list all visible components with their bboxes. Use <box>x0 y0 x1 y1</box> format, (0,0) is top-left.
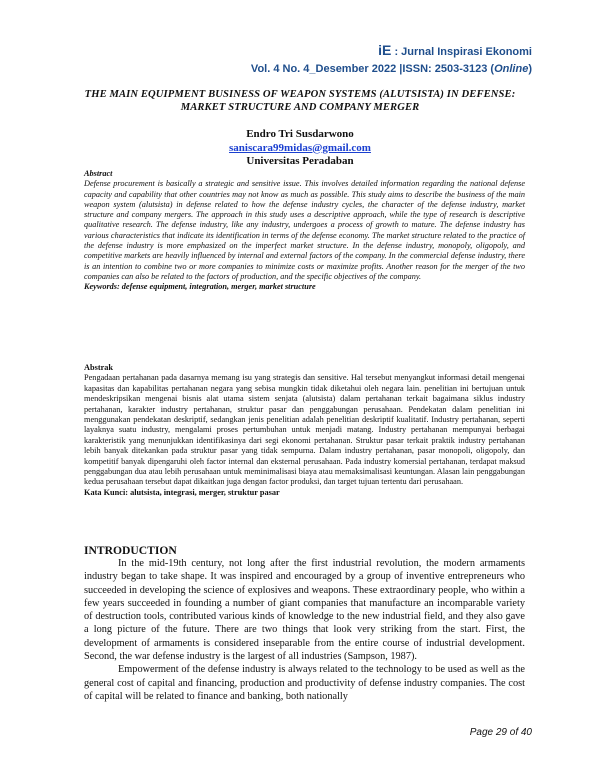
abstract-heading: Abstract <box>84 169 113 178</box>
section-heading-introduction: INTRODUCTION <box>84 544 177 557</box>
journal-header <box>251 42 532 78</box>
abstract-english <box>84 169 525 293</box>
abstrak-body: Pengadaan pertahanan pada dasarnya memang isu yang strategis dan sensitive. Hal tersebut menyangkut informasi detail mengenai kapasitas dan kapabilitas pertahanan negara yang sebisa mungkin tidak diketahui oleh negara lain. penelitian ini bertujuan untuk mendeskripsikan mengenai bisnis alat utama sistem senjata (alutsista) dalam pertahanan terkait bagaimana siklus industry pertahanan, karakter industry pertahanan, struktur pasar dan penggabungan perusahaan. Pendekatan dalam penelitian ini menggunakan pendekatan deskriptif, sedangkan jenis penelitian adalah penelitian deskriptif kualitatif. Industry pertahanan, seperti layaknya suatu industry, mengalami proses pertumbuhan untuk menjadi matang. Industry pertahanan mempunyai berbagai karakteristik yang menunjukkan identifikasinya dari segi ekonomi pertahanan. Struktur pasar terkait praktik industry pertahanan lebih banyak ditekankan pada struktur pasar yang tidak sempurna. Dalam industry pertahanan, pasar monopoli, oligopoly, dan kompetitif banyak dipengaruhi oleh factor internal dan eksternal perusahaan. Pada industry komersial pertahanan, terdapat maksud penggabungan dua atau lebih perusahaan untuk meminimalisasi biaya atau memaksimalisasi keuntungan. Alasan lain penggabungan kedua perusahaan tersebut dapat dikaitkan juga dengan factor produksi, dan target tujuan tertentu dari perusahaan. <box>84 373 525 487</box>
abstract-indonesian <box>84 363 525 498</box>
author-affiliation: Universitas Peradaban <box>246 155 354 167</box>
author-email-link[interactable]: saniscara99midas@gmail.com <box>229 141 371 154</box>
intro-paragraph: Empowerment of the defense industry is always related to the technology to be used as well as the general cost of capital and financing, production and productivity of defense industry companies. The cost of capital will be related to finance and banking, both nationally <box>84 664 525 702</box>
abstrak-keywords: Kata Kunci: alutsista, integrasi, merger, struktur pasar <box>84 487 280 497</box>
page-number: Page 29 of 40 <box>469 727 532 738</box>
abstract-keywords: Keywords: defense equipment, integration, merger, market structure <box>84 282 316 292</box>
author-name: Endro Tri Susdarwono <box>246 128 354 140</box>
issue-info: Vol. 4 No. 4_Desember 2022 |ISSN: 2503-3123 ( <box>250 63 495 75</box>
intro-paragraph: In the mid-19th century, not long after the first industrial revolution, the modern armaments industry began to take shape. It was inspired and encouraged by a group of inventive entrepreneurs who succeeded in developing the science of explosives and weapons. These extraordinary people, who within a few years succeeded in founding a number of giant companies that manufacture an incomparable variety of destruction tools, contributed various kinds of knowledge to the new industrial field, and they also gave a long picture of the future. There are two things that look very striking from the start. First, the development of armaments is considered inseparable from the entire course of industrial development. Second, the war defense industry is the largest of all industries (Sampson, 1987). <box>84 558 525 663</box>
article-title: THE MAIN EQUIPMENT BUSINESS OF WEAPON SYSTEMS (ALUTSISTA) IN DEFENSE: MARKET STRUCTURE AND COMPANY MERGER <box>84 89 516 113</box>
online-label: Online <box>494 63 529 75</box>
author-block <box>0 128 600 169</box>
journal-name-line <box>251 42 532 61</box>
introduction-body <box>84 557 525 703</box>
abstract-body: Defense procurement is basically a strategic and sensitive issue. This involves detailed information regarding the national defense capacity and capability that other countries may not know as much as possible. This study aims to describe the business of the main weapon system (alutsista) in defense related to how the defense industry cycles, the character of the defense industry, market structure and company mergers. The approach in this study uses a descriptive approach, while the type of research is descriptive qualitative research. The defense industry, like any industry, undergoes a process of growth to mature. The defense industry has various characteristics that indicate its identification in terms of the defense economy. The market structure related to the practice of the defense industry is more emphasized on the imperfect market structure. In the defense industry, monopoly, oligopoly, and competitive markets are heavily influenced by internal and external factors of the company. In the commercial defense industry, there is an intention to combine two or more companies to minimize costs or maximize profits. Another reason for the merger of the two companies can also be related to the factors of production, and the specific objectives of the company. <box>84 179 525 281</box>
journal-name: : Jurnal Inspirasi Ekonomi <box>394 46 532 58</box>
issue-close-paren: ) <box>528 63 532 75</box>
journal-logo-ie: iE <box>378 42 392 58</box>
abstrak-heading: Abstrak <box>84 363 114 372</box>
journal-issue-line <box>251 61 532 78</box>
